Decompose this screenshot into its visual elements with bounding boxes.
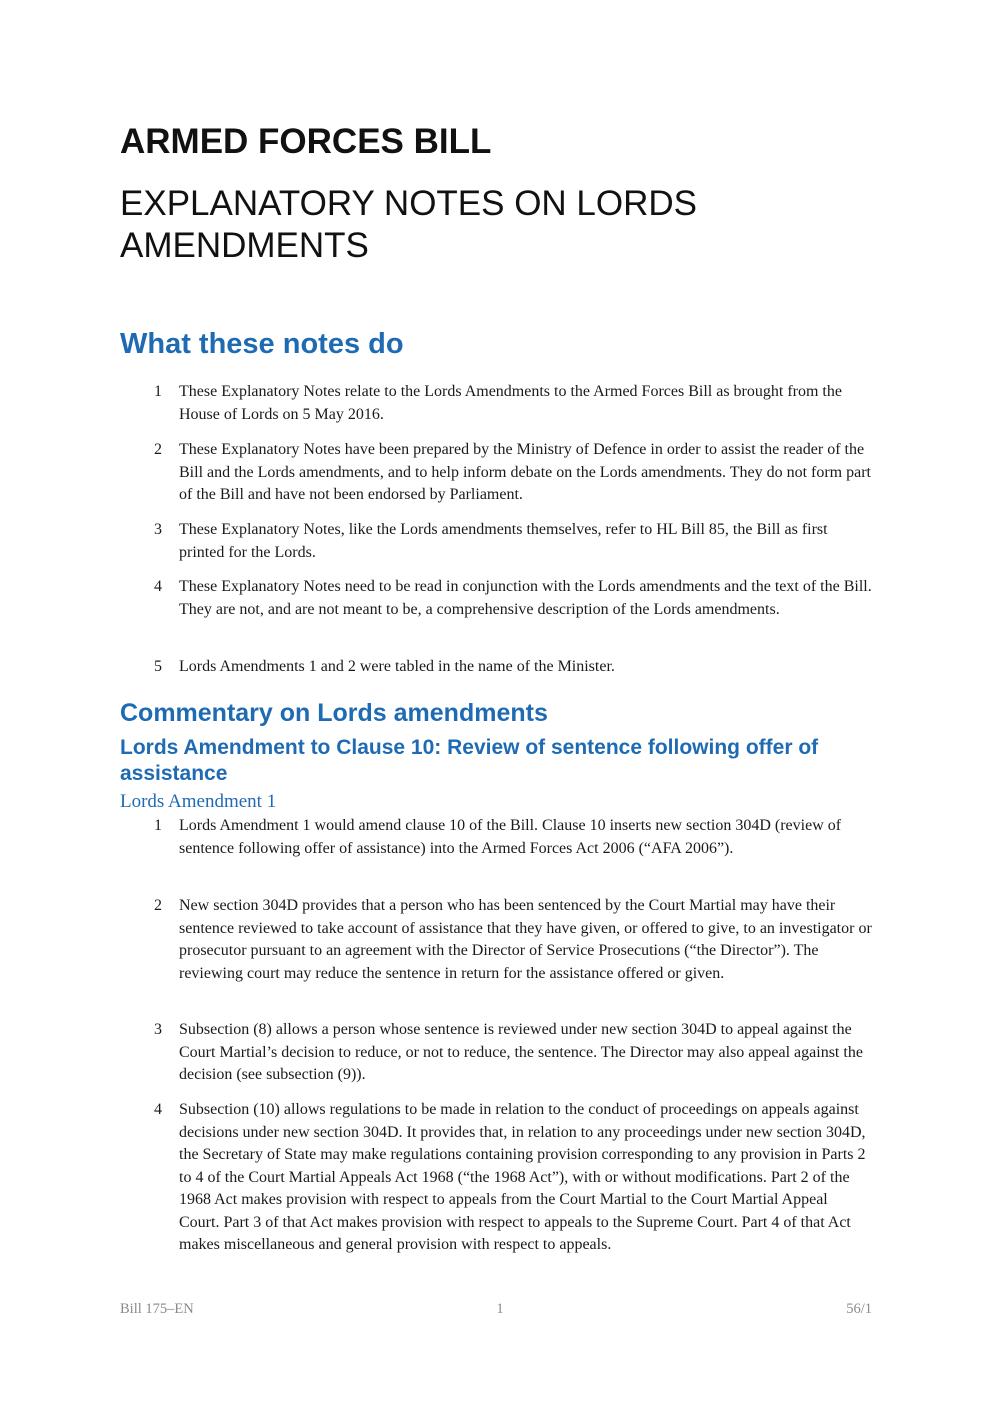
paragraph-number: 2 <box>154 441 162 458</box>
paragraph-text: These Explanatory Notes need to be read in conjunction with the Lords amendments and the text of the Bill. They are not, and are not meant to be, a comprehensive description of the Lords amendments. <box>179 578 872 618</box>
section-heading-commentary: Commentary on Lords amendments <box>120 699 548 727</box>
document-subtitle: EXPLANATORY NOTES ON LORDS AMENDMENTS <box>120 184 698 265</box>
footer-reference: 56/1 <box>846 1301 872 1317</box>
paragraph-number: 3 <box>154 1021 162 1038</box>
paragraph-number: 3 <box>154 521 162 538</box>
paragraph <box>120 576 872 621</box>
paragraph-text: These Explanatory Notes relate to the Lords Amendments to the Armed Forces Bill as brought from the House of Lords on 5 May 2016. <box>179 383 842 423</box>
paragraph-number: 1 <box>154 817 162 834</box>
footer-page-number: 1 <box>496 1301 504 1317</box>
amendment-heading: Lords Amendment 1 <box>120 791 277 812</box>
clause-heading: Lords Amendment to Clause 10: Review of sentence following offer of assistance <box>120 736 819 785</box>
paragraph-text: Lords Amendments 1 and 2 were tabled in the name of the Minister. <box>179 658 615 675</box>
paragraph <box>120 1019 872 1087</box>
paragraph <box>120 381 872 426</box>
paragraph-number: 4 <box>154 1101 162 1118</box>
paragraph-number: 5 <box>154 658 162 675</box>
paragraph-number: 1 <box>154 383 162 400</box>
paragraph-text: These Explanatory Notes have been prepared by the Ministry of Defence in order to assist the reader of the Bill and the Lords amendments, and to help inform debate on the Lords amendments. They do not form part of the Bill and have not been endorsed by Parliament. <box>179 441 871 503</box>
paragraph-text: New section 304D provides that a person who has been sentenced by the Court Martial may have their sentence reviewed to take account of assistance that they have given, or offered to give, to an investigator or prosecutor pursuant to an agreement with the Director of Service Prosecutions (“the Director”). The reviewing court may reduce the sentence in return for the assistance offered or given. <box>179 897 872 982</box>
paragraph <box>120 439 872 507</box>
paragraph-text: Lords Amendment 1 would amend clause 10 of the Bill. Clause 10 inserts new section 304D (review of sentence following offer of assistance) into the Armed Forces Act 2006 (“AFA 2006”). <box>179 817 842 857</box>
section-heading-what-these-notes-do: What these notes do <box>120 328 404 360</box>
paragraph <box>120 895 872 985</box>
paragraph <box>120 1099 872 1257</box>
paragraph-text: Subsection (10) allows regulations to be made in relation to the conduct of proceedings on appeals against decisions under new section 304D. It provides that, in relation to any proceedings under new section 304D, the Secretary of State may make regulations containing provision corresponding to any provision in Parts 2 to 4 of the Court Martial Appeals Act 1968 (“the 1968 Act”), with or without modifications. Part 2 of the 1968 Act makes provision with respect to appeals from the Court Martial to the Court Martial Appeal Court. Part 3 of that Act makes provision with respect to appeals to the Supreme Court. Part 4 of that Act makes miscellaneous and general provision with respect to appeals. <box>179 1101 866 1253</box>
paragraph-number: 2 <box>154 897 162 914</box>
footer-bill-number: Bill 175–EN <box>120 1301 194 1317</box>
paragraph <box>120 656 872 679</box>
paragraph-text: Subsection (8) allows a person whose sentence is reviewed under new section 304D to appeal against the Court Martial’s decision to reduce, or not to reduce, the sentence. The Director may also appeal against the decision (see subsection (9)). <box>179 1021 863 1083</box>
paragraph <box>120 519 872 564</box>
document-title: ARMED FORCES BILL <box>120 122 492 161</box>
paragraph-number: 4 <box>154 578 162 595</box>
paragraph-text: These Explanatory Notes, like the Lords amendments themselves, refer to HL Bill 85, the Bill as first printed for the Lords. <box>179 521 828 561</box>
paragraph <box>120 815 872 860</box>
